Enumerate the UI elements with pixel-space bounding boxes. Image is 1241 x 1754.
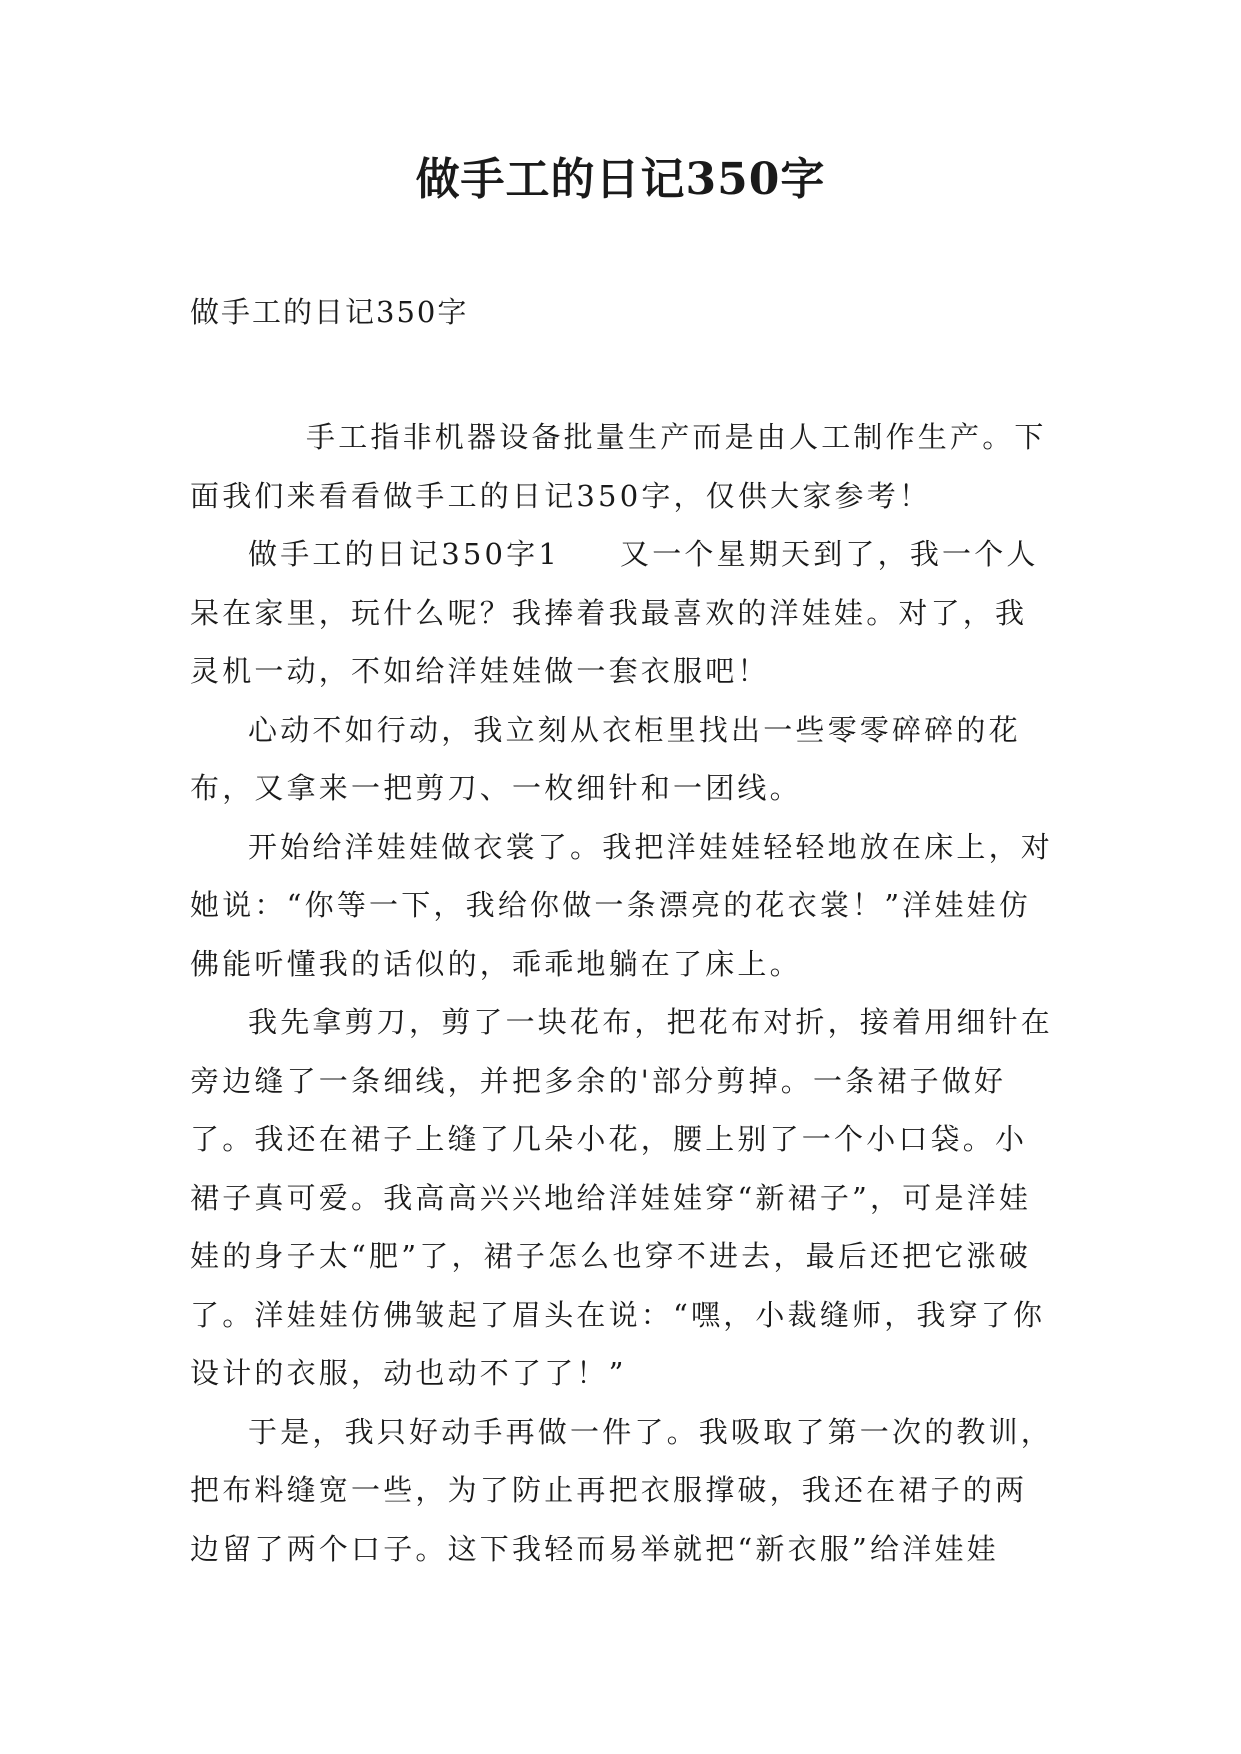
body-paragraph: 心动不如行动，我立刻从衣柜里找出一些零零碎碎的花布，又拿来一把剪刀、一枚细针和一团线。 (190, 712, 1021, 805)
body-paragraph: 我先拿剪刀，剪了一块花布，把花布对折，接着用细针在旁边缝了一条细线，并把多余的'部分剪掉。一条裙子做好了。我还在裙子上缝了几朵小花，腰上别了一个小口袋。小裙子真可爱。我高高兴兴地给洋娃娃穿“新裙子”，可是洋娃娃的身子太“肥”了，裙子怎么也穿不进去，最后还把它涨破了。洋娃娃仿佛皱起了眉头在说：“嘿，小裁缝师，我穿了你设计的衣服，动也动不了了！” (190, 1005, 1054, 1390)
entry-heading: 做手工的日记350字1 (248, 537, 561, 571)
entry-first-text: 又一个星期天到了，我一个人呆在家里，玩什么呢？我捧着我最喜欢的洋娃娃。对了，我灵机一动，不如给洋娃娃做一套衣服吧！ (190, 537, 1039, 688)
document-subtitle: 做手工的日记350字 (190, 295, 469, 329)
document-title: 做手工的日记350字 (415, 154, 826, 205)
document-body (190, 408, 1058, 1578)
body-paragraph: 开始给洋娃娃做衣裳了。我把洋娃娃轻轻地放在床上，对她说：“你等一下，我给你做一条漂亮的花衣裳！”洋娃娃仿佛能听懂我的话似的，乖乖地躺在了床上。 (190, 829, 1054, 981)
entry-paragraph (190, 525, 1058, 701)
intro-paragraph: 手工指非机器设备批量生产而是由人工制作生产。下面我们来看看做手工的日记350字，仅供大家参考！ (190, 420, 1047, 513)
body-paragraph: 于是，我只好动手再做一件了。我吸取了第一次的教训，把布料缝宽一些，为了防止再把衣服撑破，我还在裙子的两边留了两个口子。这下我轻而易举就把“新衣服”给洋娃娃 (190, 1414, 1054, 1566)
